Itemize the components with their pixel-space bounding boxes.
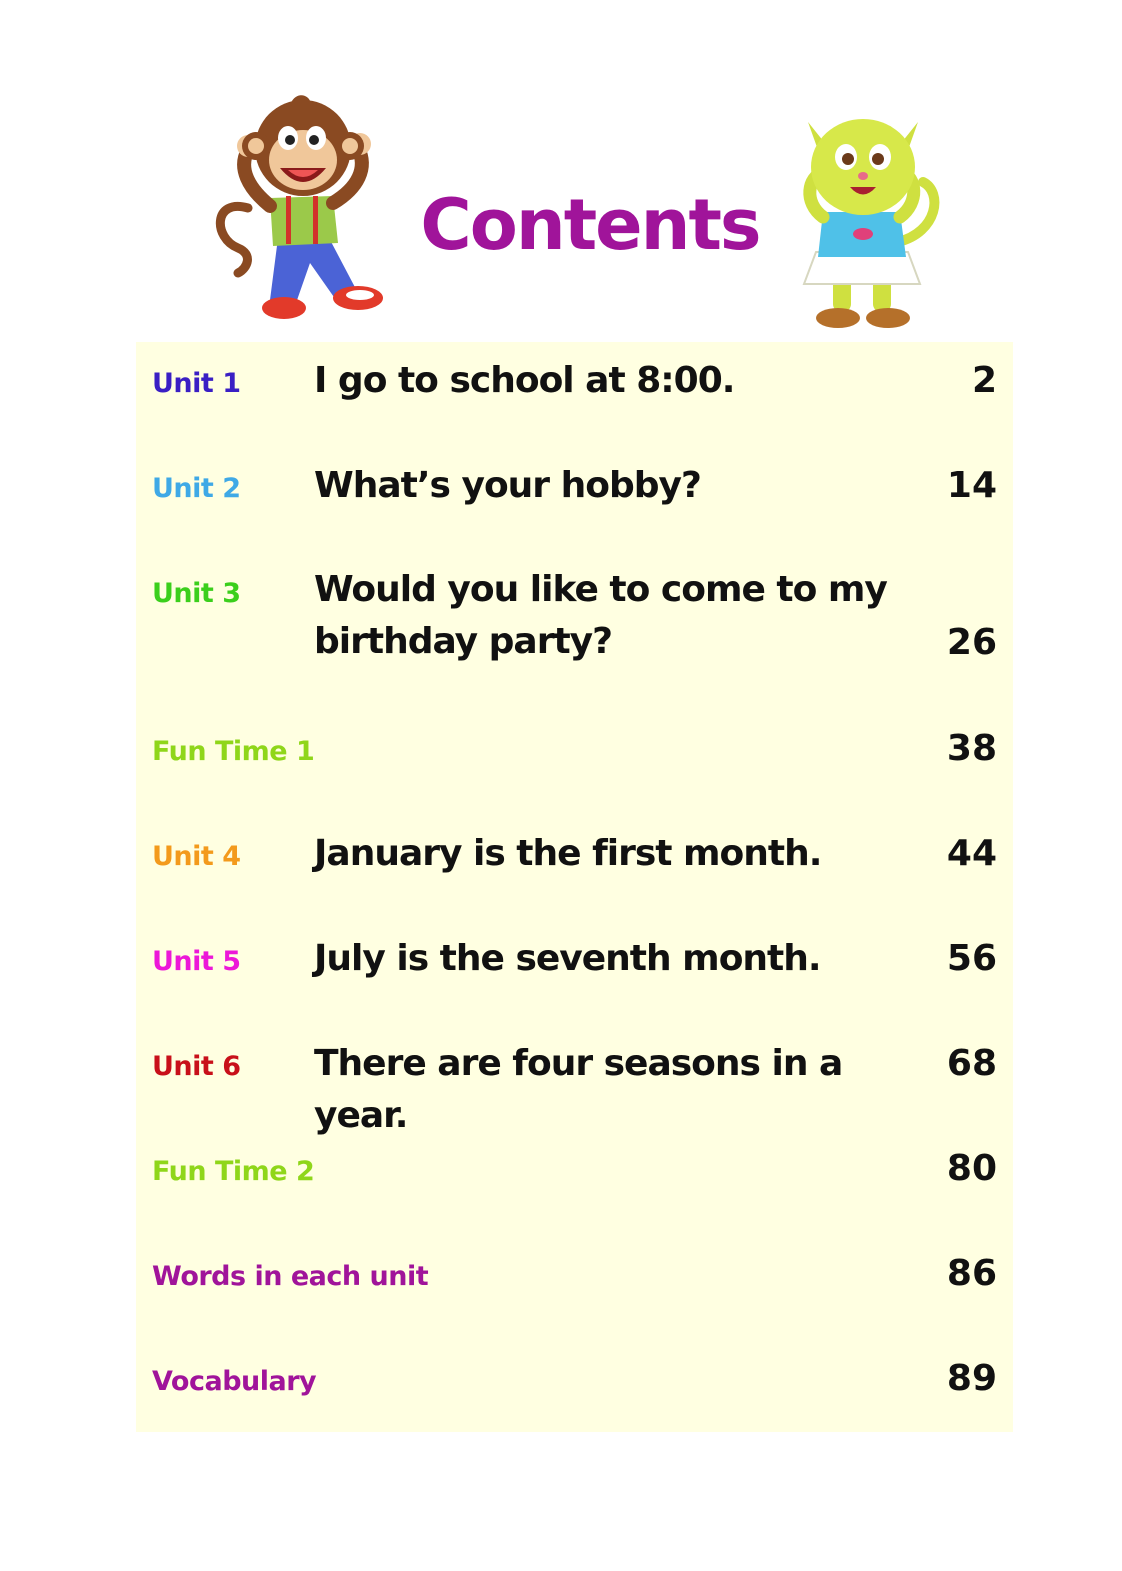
- page-title: Contents: [420, 184, 760, 266]
- toc-entry-label: Fun Time 2: [152, 1156, 315, 1187]
- toc-entry-title: Would you like to come to my birthday party?: [314, 569, 887, 662]
- toc-entry-page-number: 14: [946, 465, 997, 506]
- toc-entry-title: There are four seasons in a year.: [314, 1043, 843, 1136]
- toc-entry-page-number: 86: [946, 1253, 997, 1294]
- toc-entry-label: Fun Time 1: [152, 736, 315, 767]
- toc-entry-title: I go to school at 8:00.: [314, 360, 735, 401]
- toc-entry-page-number: 80: [946, 1148, 997, 1189]
- toc-entry-title: January is the first month.: [314, 833, 822, 874]
- toc-entry-label: Unit 3: [152, 578, 241, 609]
- toc-entry-page-number: 2: [971, 360, 997, 401]
- page-header: [0, 0, 1122, 345]
- toc-entry-page-number: 68: [946, 1043, 997, 1084]
- toc-entry-page-number: 44: [946, 833, 997, 874]
- toc-entry-label: Unit 5: [152, 946, 241, 977]
- toc-entry-label: Words in each unit: [152, 1261, 429, 1292]
- table-of-contents: [136, 342, 1013, 1432]
- toc-entry-title: What’s your hobby?: [314, 465, 701, 506]
- toc-entry-label: Vocabulary: [152, 1366, 317, 1397]
- toc-entry-label: Unit 2: [152, 473, 241, 504]
- toc-entry-label: Unit 4: [152, 841, 241, 872]
- toc-entry-page-number: 56: [946, 938, 997, 979]
- cat-illustration: [778, 92, 948, 337]
- toc-entry-page-number: 26: [946, 622, 997, 663]
- toc-entry-page-number: 38: [946, 728, 997, 769]
- toc-entry-page-number: 89: [946, 1358, 997, 1399]
- toc-entry-title: July is the seventh month.: [314, 938, 821, 979]
- monkey-illustration: [208, 88, 408, 333]
- toc-entry-label: Unit 6: [152, 1051, 241, 1082]
- toc-entry-label: Unit 1: [152, 368, 241, 399]
